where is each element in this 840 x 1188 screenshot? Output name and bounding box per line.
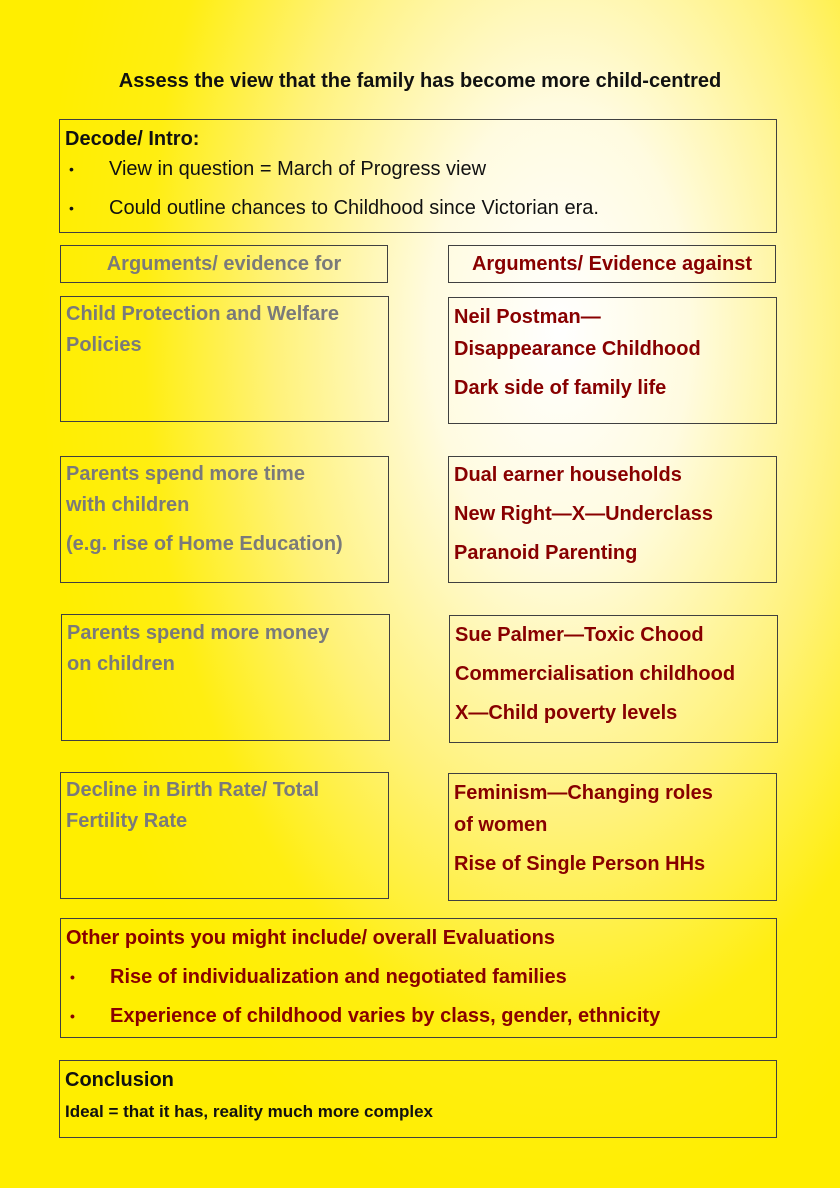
against-item: X—Child poverty levels xyxy=(455,702,678,724)
conclusion-text: Ideal = that it has, reality much more complex xyxy=(65,1102,433,1121)
against-item: Paranoid Parenting xyxy=(454,542,638,564)
intro-bullet: • Could outline chances to Childhood since Victorian era. xyxy=(65,195,771,221)
against-item: Feminism—Changing roles xyxy=(454,782,713,804)
against-item: Rise of Single Person HHs xyxy=(454,853,706,875)
for-line: with children xyxy=(66,494,190,516)
against-item: Dark side of family life xyxy=(454,377,667,399)
against-item: New Right—X—Underclass xyxy=(454,503,713,525)
against-box-4 xyxy=(448,773,777,901)
against-box-3 xyxy=(449,615,778,743)
against-item: Commercialisation childhood xyxy=(455,663,736,685)
against-box-1 xyxy=(448,297,777,424)
other-points-box xyxy=(60,918,777,1038)
other-heading: Other points you might include/ overall Evaluations xyxy=(66,927,555,949)
intro-heading: Decode/ Intro: xyxy=(65,128,200,150)
for-line: on children xyxy=(67,653,175,675)
conclusion-box xyxy=(59,1060,777,1138)
intro-bullet: • View in question = March of Progress view xyxy=(65,156,771,182)
for-line: Parents spend more money xyxy=(67,622,330,644)
against-column-header: Arguments/ Evidence against xyxy=(448,245,776,283)
other-bullet: • Rise of individualization and negotiated families xyxy=(66,964,771,990)
for-box-1 xyxy=(60,296,389,422)
against-item: Dual earner households xyxy=(454,464,682,486)
for-line: Decline in Birth Rate/ Total xyxy=(66,779,319,801)
against-item: of women xyxy=(454,814,548,836)
for-column-header: Arguments/ evidence for xyxy=(60,245,388,283)
for-line: Policies xyxy=(66,334,142,356)
for-box-4 xyxy=(60,772,389,899)
for-line: (e.g. rise of Home Education) xyxy=(66,533,343,555)
against-item: Neil Postman— xyxy=(454,306,601,328)
for-line: Fertility Rate xyxy=(66,810,188,832)
page-title: Assess the view that the family has become more child-centred xyxy=(118,70,722,92)
for-box-2 xyxy=(60,456,389,583)
intro-box xyxy=(59,119,777,233)
other-bullet: • Experience of childhood varies by class, gender, ethnicity xyxy=(66,1003,771,1029)
against-item: Sue Palmer—Toxic Chood xyxy=(455,624,704,646)
for-box-3 xyxy=(61,614,390,741)
against-box-2 xyxy=(448,456,777,583)
for-line: Parents spend more time xyxy=(66,463,305,485)
against-item: Disappearance Childhood xyxy=(454,338,701,360)
conclusion-heading: Conclusion xyxy=(65,1069,174,1091)
for-line: Child Protection and Welfare xyxy=(66,303,339,325)
